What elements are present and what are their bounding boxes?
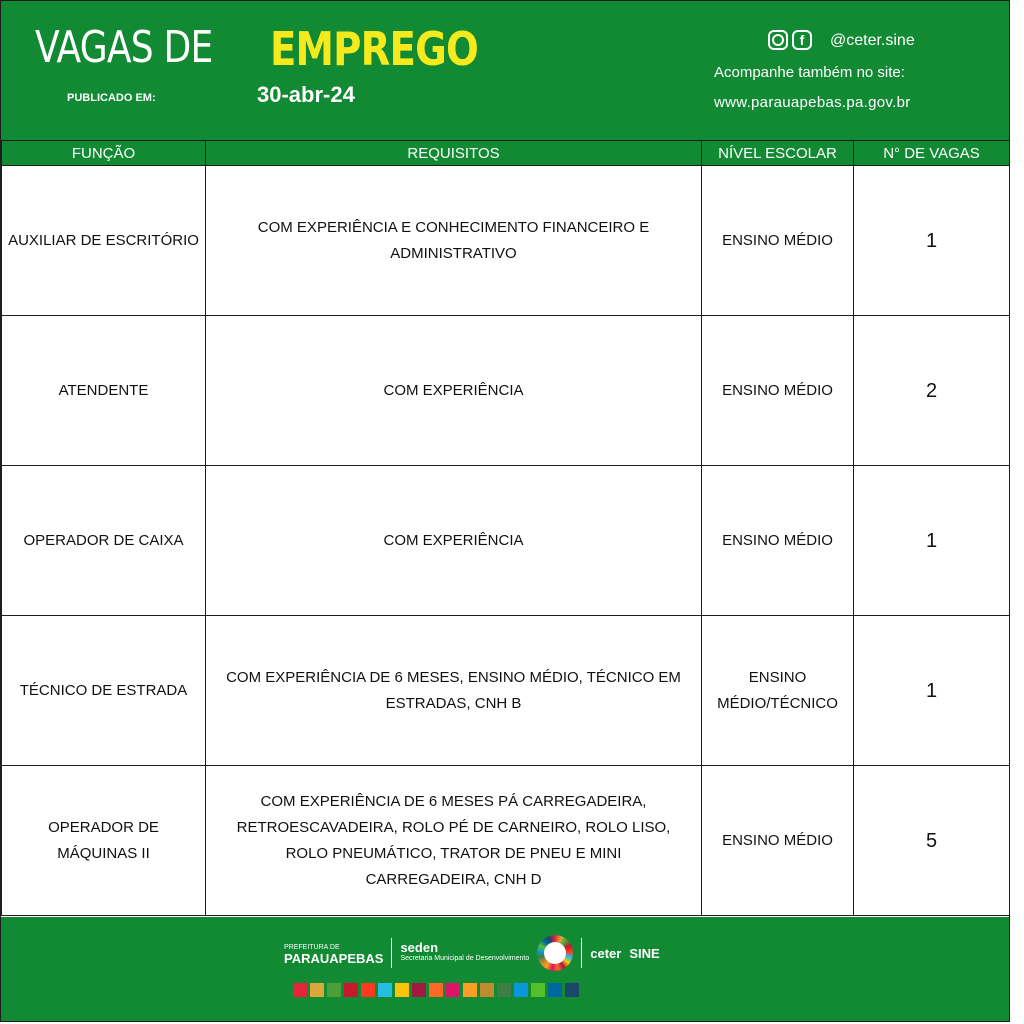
header-nivel-escolar: NÍVEL ESCOLAR (702, 141, 854, 166)
title-emprego: EMPREGO (270, 22, 479, 76)
cell-nivel: ENSINO MÉDIO (702, 316, 854, 466)
sdg-goal-icon (378, 983, 392, 997)
sdg-goal-icon (548, 983, 562, 997)
sdg-goal-icon (514, 983, 528, 997)
sdg-goal-icon (429, 983, 443, 997)
table-row (2, 766, 1010, 916)
cell-vagas: 1 (854, 466, 1010, 616)
sdg-goal-icon (497, 983, 511, 997)
footer-logos (284, 935, 660, 971)
cell-funcao: AUXILIAR DE ESCRITÓRIO (2, 166, 206, 316)
sdg-goal-icon (395, 983, 409, 997)
cell-funcao: TÉCNICO DE ESTRADA (2, 616, 206, 766)
cell-funcao: ATENDENTE (2, 316, 206, 466)
sdg-goal-icon (412, 983, 426, 997)
logo-sine-title: SINE (629, 945, 660, 961)
site-url[interactable]: www.parauapebas.pa.gov.br (714, 94, 911, 111)
cell-requisitos: COM EXPERIÊNCIA DE 6 MESES, ENSINO MÉDIO, TÉCNICO EM ESTRADAS, CNH B (206, 616, 702, 766)
sdg-goal-icon (361, 983, 375, 997)
published-date: 30-abr-24 (257, 82, 355, 107)
logo-ceter-title: ceter (590, 945, 622, 961)
sdg-goal-icon (293, 983, 307, 997)
cell-nivel: ENSINO MÉDIO/TÉCNICO (702, 616, 854, 766)
sdg-goal-icon (344, 983, 358, 997)
table-row (2, 316, 1010, 466)
sdg-icons (293, 983, 579, 997)
sdg-goal-icon (446, 983, 460, 997)
social-handle[interactable]: @ceter.sine (830, 32, 915, 49)
cell-vagas: 1 (854, 166, 1010, 316)
sdg-goal-icon (327, 983, 341, 997)
jobs-table (1, 140, 1010, 916)
table-header-row (2, 141, 1010, 166)
cell-requisitos: COM EXPERIÊNCIA (206, 316, 702, 466)
cell-vagas: 1 (854, 616, 1010, 766)
cell-requisitos: COM EXPERIÊNCIA (206, 466, 702, 616)
cell-requisitos: COM EXPERIÊNCIA DE 6 MESES PÁ CARREGADEIRA, RETROESCAVADEIRA, ROLO PÉ DE CARNEIRO, ROLO LISO, ROLO PNEUMÁTICO, TRATOR DE PNEU E MINI CARREGADEIRA, CNH D (206, 766, 702, 916)
cell-nivel: ENSINO MÉDIO (702, 766, 854, 916)
sdg-goal-icon (565, 983, 579, 997)
table-row (2, 616, 1010, 766)
header-funcao: FUNÇÃO (2, 141, 206, 166)
header-numero-vagas: N° DE VAGAS (854, 141, 1010, 166)
logo-sine (629, 945, 660, 961)
logo-prefeitura-title: PARAUAPEBAS (284, 951, 384, 966)
logo-seden (400, 942, 529, 964)
logo-prefeitura-sub: PREFEITURA DE (284, 944, 340, 951)
published-label: PUBLICADO EM: (67, 92, 156, 104)
logo-divider (391, 938, 392, 968)
social-icons (768, 30, 812, 50)
cell-funcao: OPERADOR DE MÁQUINAS II (2, 766, 206, 916)
title-vagas-de: VAGAS DE (35, 22, 213, 73)
instagram-icon[interactable] (768, 30, 788, 50)
cell-funcao: OPERADOR DE CAIXA (2, 466, 206, 616)
table-row (2, 466, 1010, 616)
facebook-icon[interactable]: f (792, 30, 812, 50)
cell-requisitos: COM EXPERIÊNCIA E CONHECIMENTO FINANCEIRO E ADMINISTRATIVO (206, 166, 702, 316)
table-row (2, 166, 1010, 316)
logo-seden-title: seden (400, 940, 439, 955)
sdg-goal-icon (480, 983, 494, 997)
logo-prefeitura (284, 942, 383, 964)
cell-vagas: 2 (854, 316, 1010, 466)
sdg-goal-icon (463, 983, 477, 997)
desenvolve-circle-icon (537, 935, 573, 971)
cell-nivel: ENSINO MÉDIO (702, 166, 854, 316)
site-label: Acompanhe também no site: (714, 64, 905, 81)
logo-seden-sub: Secretaria Municipal de Desenvolvimento (400, 955, 530, 962)
sdg-goal-icon (310, 983, 324, 997)
sdg-goal-icon (531, 983, 545, 997)
logo-ceter (590, 945, 622, 961)
cell-vagas: 5 (854, 766, 1010, 916)
header-requisitos: REQUISITOS (206, 141, 702, 166)
cell-nivel: ENSINO MÉDIO (702, 466, 854, 616)
logo-divider (581, 938, 582, 968)
